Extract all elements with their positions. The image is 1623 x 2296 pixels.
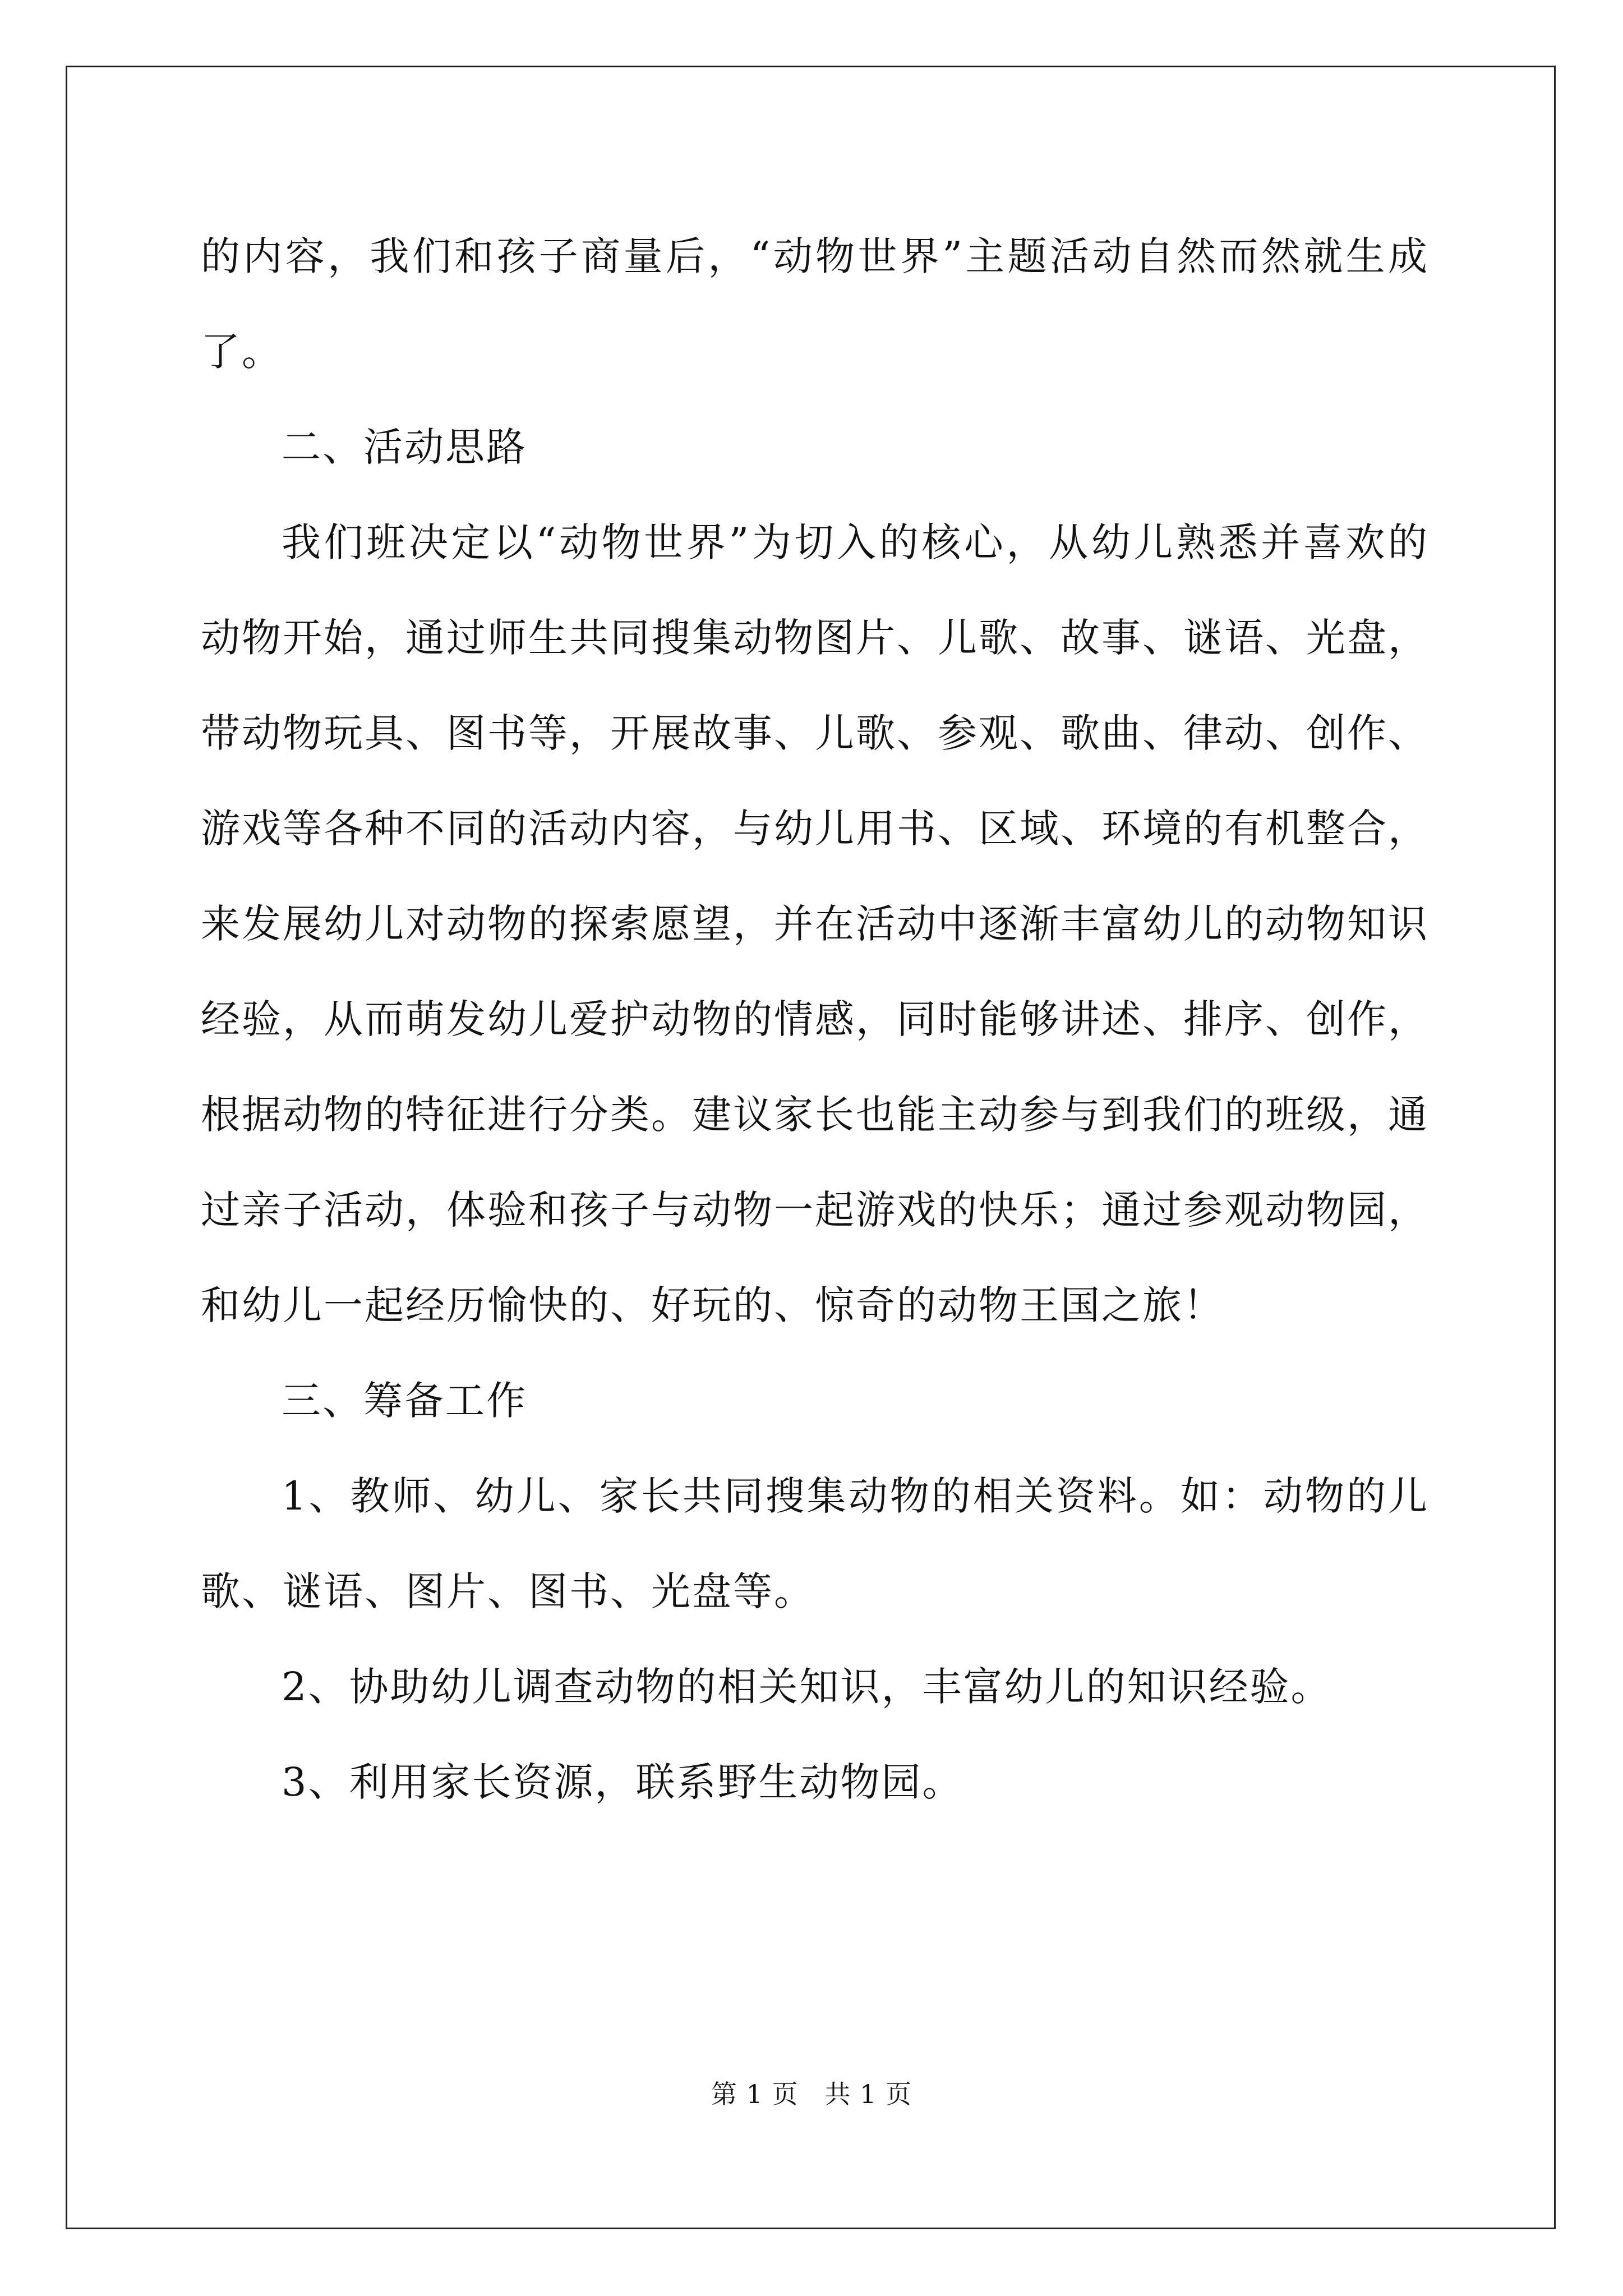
paragraph-continuation: 的内容，我们和孩子商量后，“动物世界”主题活动自然而然就生成了。 [201, 233, 1429, 375]
preparation-item-3: 3、利用家长资源，联系野生动物园。 [282, 1759, 963, 1805]
paragraph-activity-ideas: 我们班决定以“动物世界”为切入的核心，从幼儿熟悉并喜欢的动物开始，通过师生共同搜集动物图片、儿歌、故事、谜语、光盘，带动物玩具、图书等，开展故事、儿歌、参观、歌曲、律动、创作、游戏等各种不同的活动内容，与幼儿用书、区域、环境的有机整合，来发展幼儿对动物的探索愿望，并在活动中逐渐丰富幼儿的动物知识经验，从而萌发幼儿爱护动物的情感，同时能够讲述、排序、创作，根据动物的特征进行分类。建议家长也能主动参与到我们的班级，通过亲子活动，体验和孩子与动物一起游戏的快乐；通过参观动物园，和幼儿一起经历愉快的、好玩的、惊奇的动物王国之旅！ [201, 519, 1429, 1328]
preparation-item-1: 1、教师、幼儿、家长共同搜集动物的相关资料。如：动物的儿歌、谜语、图片、图书、光盘等。 [201, 1473, 1429, 1614]
section-heading-activity-ideas: 二、活动思路 [282, 424, 527, 470]
page-number-footer: 第 1 页 共 1 页 [711, 2079, 912, 2109]
document-body [201, 209, 1429, 1830]
preparation-item-2: 2、协助幼儿调查动物的相关知识，丰富幼儿的知识经验。 [282, 1664, 1332, 1710]
section-heading-preparation: 三、筹备工作 [282, 1378, 527, 1424]
